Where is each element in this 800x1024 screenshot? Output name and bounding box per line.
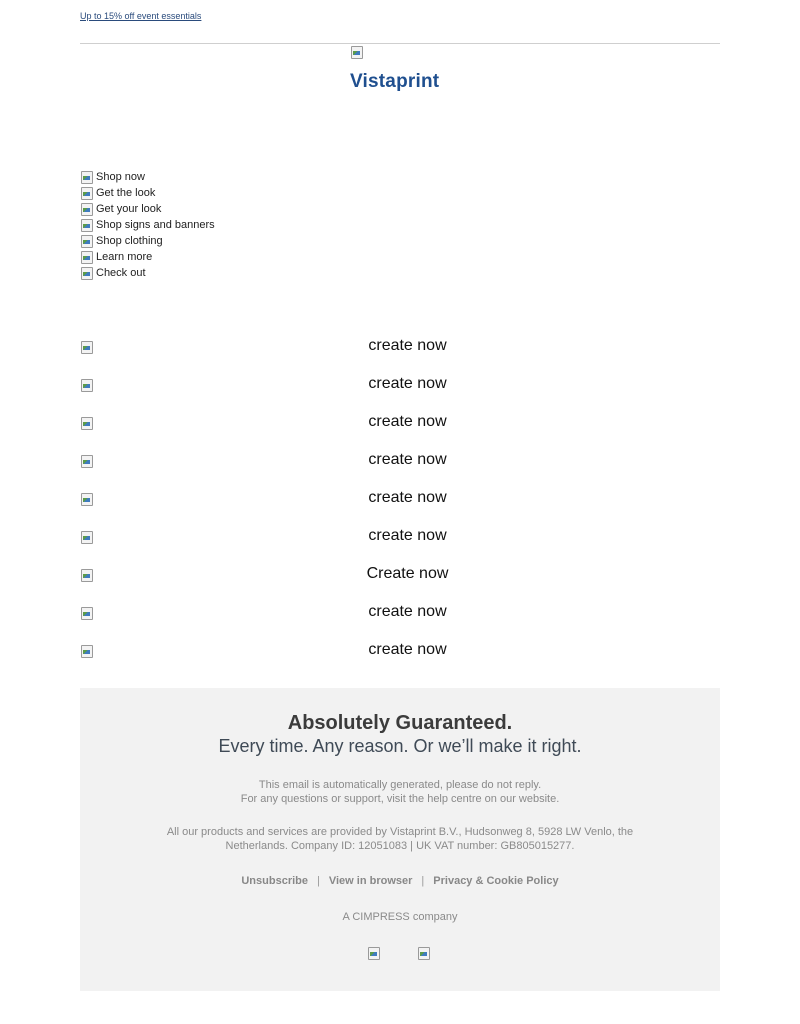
product-cta-row	[80, 375, 720, 413]
nav-item-learn-more[interactable]: Learn more	[80, 250, 215, 266]
image-icon	[80, 250, 94, 264]
create-now-link[interactable]: create now	[368, 337, 447, 354]
email-footer	[80, 688, 720, 991]
link-separator: |	[421, 875, 425, 887]
nav-item-get-the-look[interactable]: Get the look	[80, 186, 215, 202]
product-cta-row	[80, 489, 720, 527]
create-now-link[interactable]: Create now	[366, 565, 449, 582]
notice-line: This email is automatically generated, please do not reply.	[258, 779, 542, 791]
header-divider	[80, 43, 720, 44]
create-now-link[interactable]: create now	[368, 641, 447, 658]
preheader-link[interactable]: Up to 15% off event essentials	[80, 11, 202, 21]
nav-image-links	[80, 170, 215, 282]
footer-links	[80, 875, 720, 887]
product-cta-row	[80, 451, 720, 489]
product-cta-row	[80, 603, 720, 641]
notice-line: For any questions or support, visit the help centre on our website.	[240, 793, 560, 805]
logo-alt-text: Vistaprint	[350, 71, 440, 92]
preheader	[80, 11, 720, 21]
product-cta-list	[80, 337, 720, 679]
image-icon	[80, 186, 94, 200]
product-cta-row	[80, 565, 720, 603]
nav-item-get-your-look[interactable]: Get your look	[80, 202, 215, 218]
vistaprint-logo[interactable]	[350, 45, 450, 95]
product-cta-row	[80, 337, 720, 375]
guarantee-subtitle: Every time. Any reason. Or we’ll make it right.	[218, 736, 582, 756]
image-icon	[80, 218, 94, 232]
nav-item-check-out[interactable]: Check out	[80, 266, 215, 282]
image-icon	[350, 45, 364, 59]
create-now-link[interactable]: create now	[368, 451, 447, 468]
product-cta-row	[80, 527, 720, 565]
company-text: A CIMPRESS company	[342, 911, 458, 923]
legal-text: All our products and services are provided by Vistaprint B.V., Hudsonweg 8, 5928 LW Venlo, the Netherlands. Company ID: 12051083 | UK VAT number: GB805015277.	[166, 826, 634, 852]
nav-item-shop-now[interactable]: Shop now	[80, 170, 215, 186]
image-icon	[80, 234, 94, 248]
privacy-policy-link[interactable]: Privacy & Cookie Policy	[433, 875, 559, 887]
view-in-browser-link[interactable]: View in browser	[328, 875, 413, 887]
create-now-link[interactable]: create now	[368, 489, 447, 506]
nav-item-shop-signs-banners[interactable]: Shop signs and banners	[80, 218, 215, 234]
create-now-link[interactable]: create now	[368, 603, 447, 620]
image-icon	[80, 202, 94, 216]
create-now-link[interactable]: create now	[368, 527, 447, 544]
unsubscribe-link[interactable]: Unsubscribe	[241, 875, 308, 887]
guarantee-title: Absolutely Guaranteed.	[287, 712, 513, 734]
create-now-link[interactable]: create now	[368, 413, 447, 430]
auto-generated-notice	[80, 778, 720, 806]
social-image-icon[interactable]	[367, 946, 381, 960]
product-cta-row	[80, 641, 720, 679]
social-image-icon[interactable]	[417, 946, 431, 960]
product-cta-row	[80, 413, 720, 451]
create-now-link[interactable]: create now	[368, 375, 447, 392]
link-separator: |	[317, 875, 320, 887]
image-icon	[80, 266, 94, 280]
image-icon	[80, 170, 94, 184]
nav-item-shop-clothing[interactable]: Shop clothing	[80, 234, 215, 250]
